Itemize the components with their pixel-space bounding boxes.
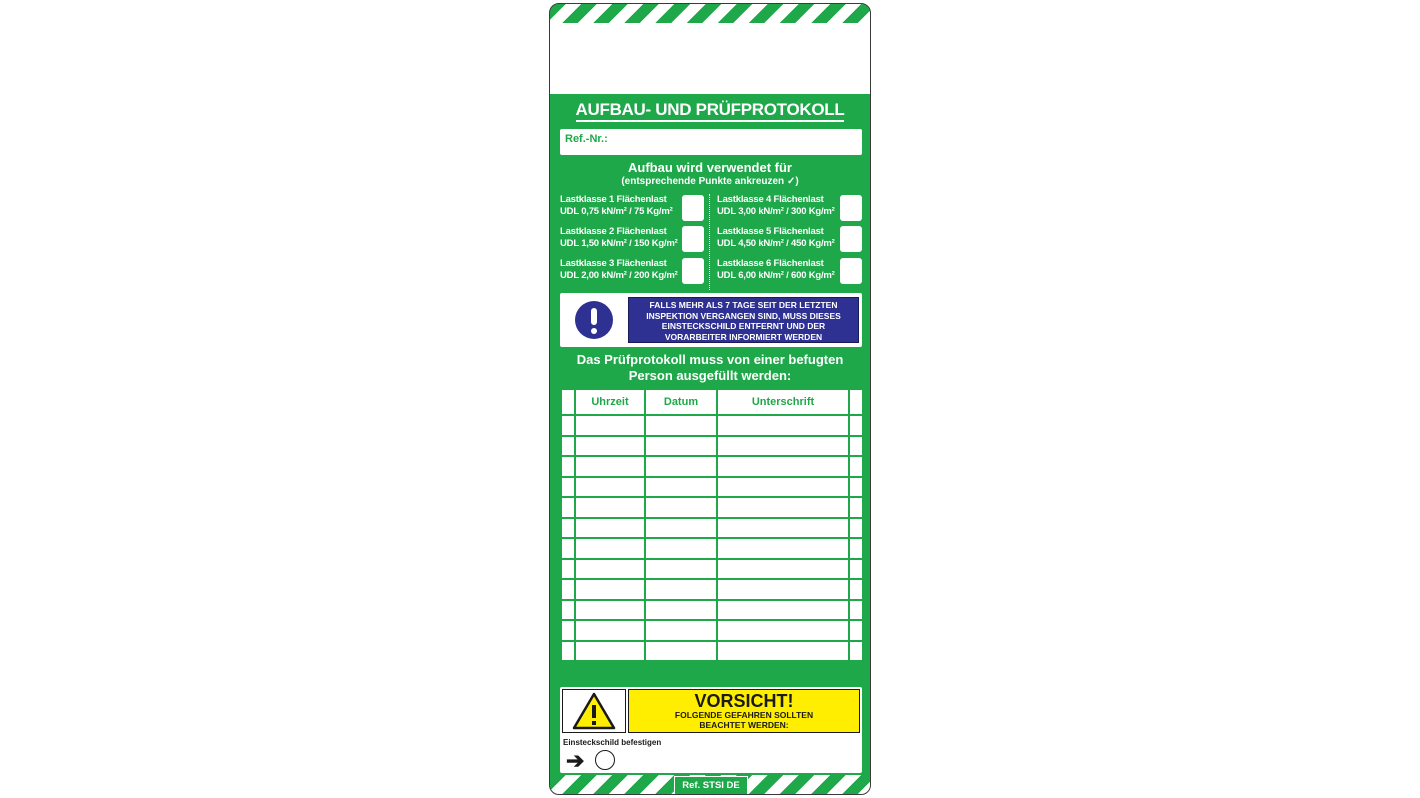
column-header-time: Uhrzeit [575, 389, 645, 415]
page-title: AUFBAU- UND PRÜFPROTOKOLL [550, 100, 870, 120]
usage-subheading: (entsprechende Punkte ankreuzen ✓) [621, 176, 799, 187]
row-edge-right [849, 641, 863, 662]
row-edge-right [849, 456, 863, 477]
date-cell[interactable] [645, 456, 717, 477]
load-class-2-checkbox[interactable] [682, 226, 704, 252]
time-cell[interactable] [575, 559, 645, 580]
table-row [561, 415, 863, 436]
row-edge-right [849, 518, 863, 539]
mandatory-info-icon [575, 301, 613, 339]
inspection-log-table [560, 388, 864, 662]
table-row [561, 538, 863, 559]
load-class-6-checkbox[interactable] [840, 258, 862, 284]
time-cell[interactable] [575, 641, 645, 662]
row-edge-left [561, 620, 575, 641]
signature-cell[interactable] [717, 415, 849, 436]
protocol-heading: Das Prüfprotokoll muss von einer befugten Person ausgefüllt werden: [576, 352, 844, 383]
table-row [561, 559, 863, 580]
date-cell[interactable] [645, 477, 717, 498]
time-cell[interactable] [575, 477, 645, 498]
arrow-right-icon: ➔ [566, 748, 585, 773]
time-cell[interactable] [575, 456, 645, 477]
signature-cell[interactable] [717, 538, 849, 559]
attach-label: Einsteckschild befestigen [563, 738, 662, 747]
load-class-4-label: Lastklasse 4 Flächenlast UDL 3,00 kN/m² / 300 Kg/m² [717, 194, 835, 217]
signature-cell[interactable] [717, 436, 849, 457]
row-edge-right [849, 497, 863, 518]
table-row [561, 497, 863, 518]
column-divider [709, 194, 710, 290]
row-edge-right [849, 538, 863, 559]
usage-heading: Aufbau wird verwendet für [628, 160, 792, 175]
row-edge-left [561, 518, 575, 539]
signature-cell[interactable] [717, 518, 849, 539]
load-class-4-checkbox[interactable] [840, 195, 862, 221]
date-cell[interactable] [645, 600, 717, 621]
signature-cell[interactable] [717, 497, 849, 518]
date-cell[interactable] [645, 497, 717, 518]
date-cell[interactable] [645, 559, 717, 580]
ref-number-label: Ref.-Nr.: [565, 133, 608, 145]
time-cell[interactable] [575, 497, 645, 518]
attach-hole-icon [595, 750, 615, 770]
table-header-row [561, 389, 863, 415]
caution-banner: VORSICHT! FOLGENDE GEFAHREN SOLLTEN BEACHTET WERDEN: [628, 689, 860, 733]
row-edge-left [561, 436, 575, 457]
row-edge-left [561, 559, 575, 580]
row-edge-left [561, 456, 575, 477]
signature-cell[interactable] [717, 477, 849, 498]
table-row [561, 477, 863, 498]
row-edge-left [561, 538, 575, 559]
signature-cell[interactable] [717, 579, 849, 600]
row-edge-right [849, 477, 863, 498]
table-row [561, 579, 863, 600]
date-cell[interactable] [645, 641, 717, 662]
column-header-date: Datum [645, 389, 717, 415]
hazard-stripe-top [550, 4, 870, 23]
row-edge-right [849, 579, 863, 600]
signature-cell[interactable] [717, 559, 849, 580]
time-cell[interactable] [575, 620, 645, 641]
time-cell[interactable] [575, 436, 645, 457]
signature-cell[interactable] [717, 456, 849, 477]
load-class-1-checkbox[interactable] [682, 195, 704, 221]
row-edge-right [849, 559, 863, 580]
table-row [561, 436, 863, 457]
time-cell[interactable] [575, 579, 645, 600]
column-header-signature: Unterschrift [717, 389, 849, 415]
row-edge-left [561, 579, 575, 600]
date-cell[interactable] [645, 579, 717, 600]
row-edge-left [561, 600, 575, 621]
signature-cell[interactable] [717, 600, 849, 621]
table-row [561, 620, 863, 641]
row-edge-left [561, 497, 575, 518]
date-cell[interactable] [645, 518, 717, 539]
date-cell[interactable] [645, 620, 717, 641]
row-edge-right [849, 620, 863, 641]
signature-cell[interactable] [717, 620, 849, 641]
load-class-3-checkbox[interactable] [682, 258, 704, 284]
row-edge-right [849, 436, 863, 457]
table-row [561, 600, 863, 621]
notice-text: FALLS MEHR ALS 7 TAGE SEIT DER LETZTEN INSPEKTION VERGANGEN SIND, MUSS DIESES EINSTECKSCHILD ENTFERNT UND DER VORARBEITER INFORMIERT WERDEN [628, 297, 859, 343]
signature-cell[interactable] [717, 641, 849, 662]
ref-number-field[interactable] [560, 129, 862, 155]
date-cell[interactable] [645, 415, 717, 436]
row-edge-right [849, 600, 863, 621]
load-class-1-label: Lastklasse 1 Flächenlast UDL 0,75 kN/m² / 75 Kg/m² [560, 194, 673, 217]
caution-panel [560, 687, 862, 773]
time-cell[interactable] [575, 538, 645, 559]
blank-header-area [550, 23, 870, 94]
reference-code: Ref. STSI DE [674, 776, 748, 795]
table-row [561, 456, 863, 477]
load-class-2-label: Lastklasse 2 Flächenlast UDL 1,50 kN/m² / 150 Kg/m² [560, 226, 678, 249]
row-edge-right [849, 415, 863, 436]
date-cell[interactable] [645, 538, 717, 559]
warning-triangle-icon [562, 689, 626, 733]
notice-panel [560, 293, 862, 347]
load-class-5-label: Lastklasse 5 Flächenlast UDL 4,50 kN/m² / 450 Kg/m² [717, 226, 835, 249]
time-cell[interactable] [575, 518, 645, 539]
row-edge-left [561, 641, 575, 662]
load-class-5-checkbox[interactable] [840, 226, 862, 252]
load-class-6-label: Lastklasse 6 Flächenlast UDL 6,00 kN/m² / 600 Kg/m² [717, 258, 835, 281]
time-cell[interactable] [575, 600, 645, 621]
row-edge-left [561, 415, 575, 436]
table-row [561, 641, 863, 662]
table-row [561, 518, 863, 539]
row-edge-left [561, 477, 575, 498]
load-class-3-label: Lastklasse 3 Flächenlast UDL 2,00 kN/m² / 200 Kg/m² [560, 258, 678, 281]
caution-title: VORSICHT! [694, 691, 794, 711]
scaffold-tag [549, 3, 871, 795]
date-cell[interactable] [645, 436, 717, 457]
time-cell[interactable] [575, 415, 645, 436]
